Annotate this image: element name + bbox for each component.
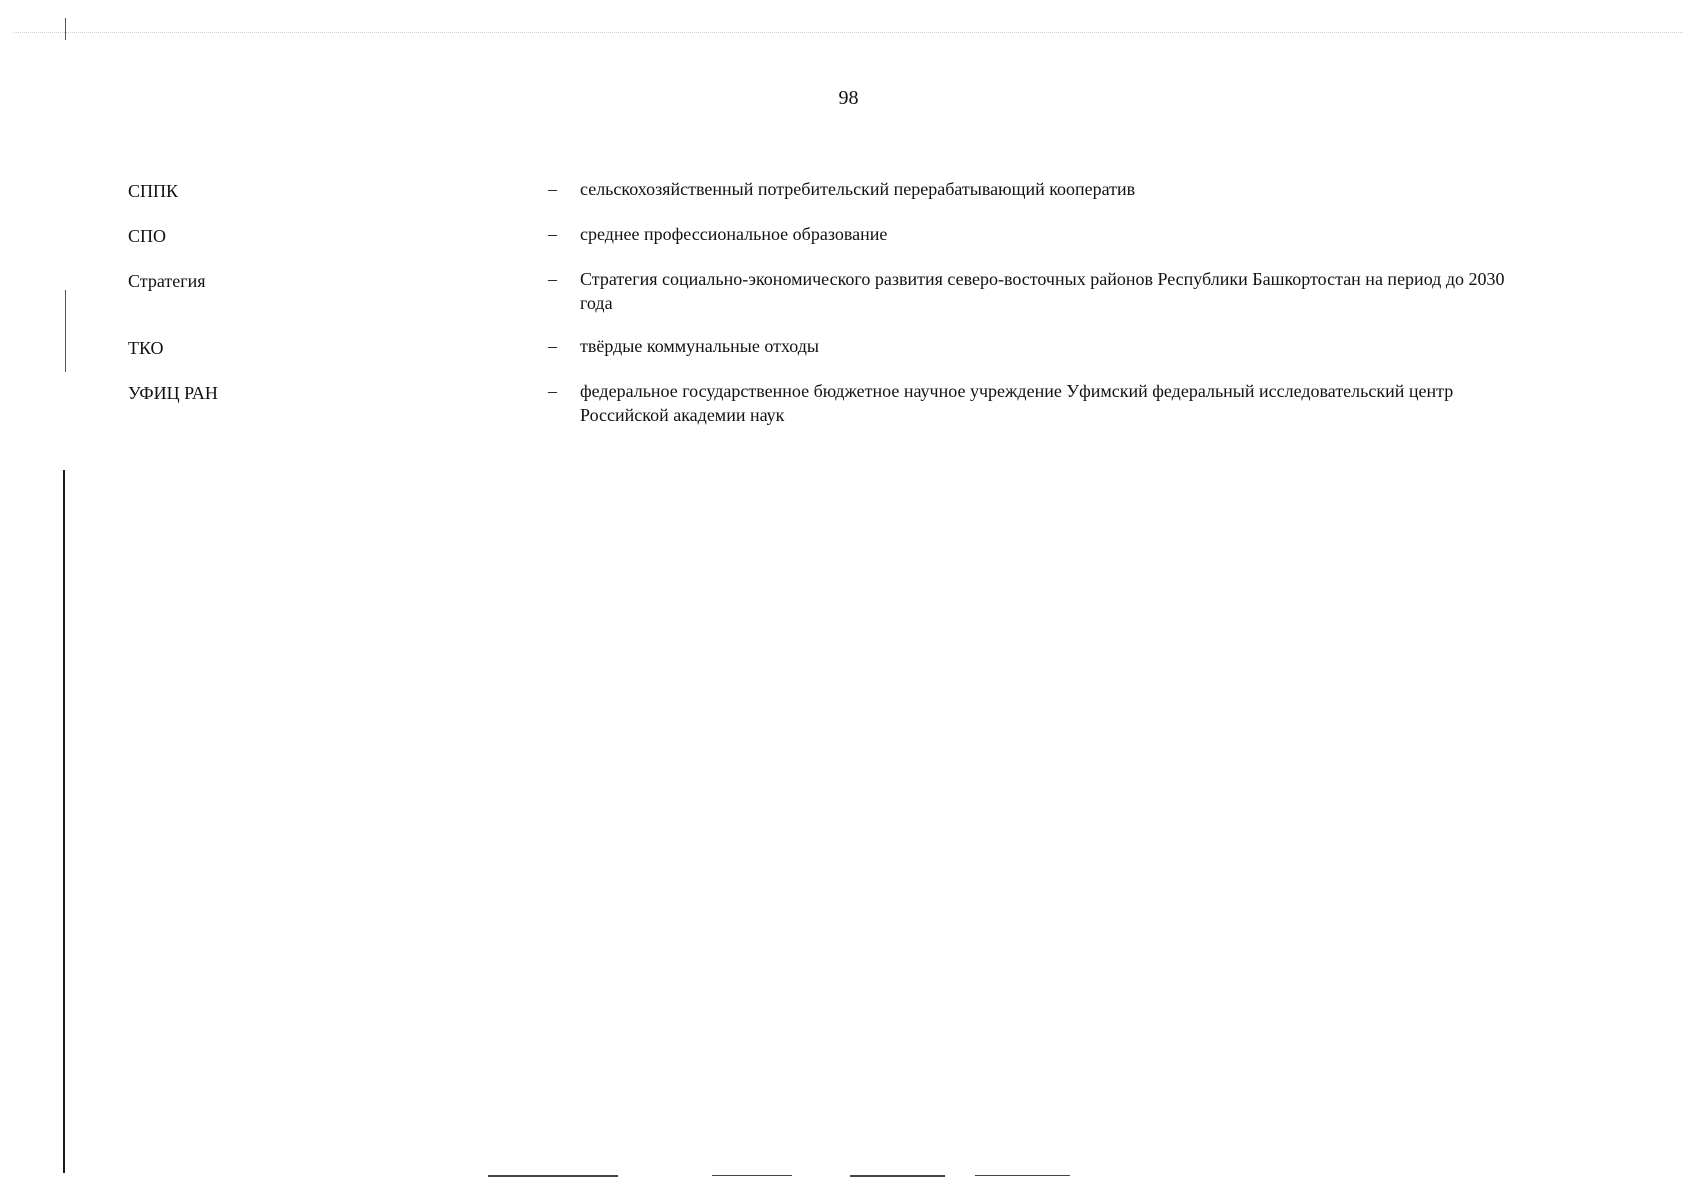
scan-binding-shadow	[63, 470, 65, 1173]
scan-edge-mark	[712, 1175, 792, 1176]
scan-edge-mark	[65, 18, 66, 40]
page-number: 98	[838, 87, 859, 109]
abbreviation-row	[128, 334, 1528, 360]
abbreviation-dash: –	[548, 179, 557, 199]
abbreviation-term: СППК	[128, 181, 179, 201]
abbreviation-row	[128, 379, 1528, 427]
abbreviation-definition: Стратегия социально-экономического развития северо-восточных районов Республики Башкортостан на период до 2030 года	[580, 269, 1505, 313]
abbreviation-dash: –	[548, 336, 557, 356]
abbreviation-definition: твёрдые коммунальные отходы	[580, 336, 819, 356]
abbreviation-dash: –	[548, 224, 557, 244]
abbreviation-row	[128, 177, 1528, 203]
scan-edge-mark	[65, 290, 66, 372]
abbreviation-definition: среднее профессиональное образование	[580, 224, 888, 244]
scan-edge-mark	[488, 1175, 618, 1177]
scan-edge-mark	[850, 1175, 945, 1177]
abbreviation-term: УФИЦ РАН	[128, 383, 218, 403]
abbreviation-definition: федеральное государственное бюджетное научное учреждение Уфимский федеральный исследовательский центр Российской академии наук	[580, 381, 1454, 425]
abbreviation-term: ТКО	[128, 338, 164, 358]
abbreviation-row	[128, 222, 1528, 248]
abbreviation-dash: –	[548, 381, 557, 401]
abbreviation-term: СПО	[128, 226, 167, 246]
scan-edge-mark	[975, 1175, 1070, 1176]
abbreviation-dash: –	[548, 269, 557, 289]
abbreviation-definition: сельскохозяйственный потребительский перерабатывающий кооператив	[580, 179, 1136, 199]
abbreviation-list	[128, 177, 1528, 446]
scan-edge-line	[14, 32, 1683, 33]
abbreviation-row	[128, 267, 1528, 315]
abbreviation-term: Стратегия	[128, 271, 206, 291]
